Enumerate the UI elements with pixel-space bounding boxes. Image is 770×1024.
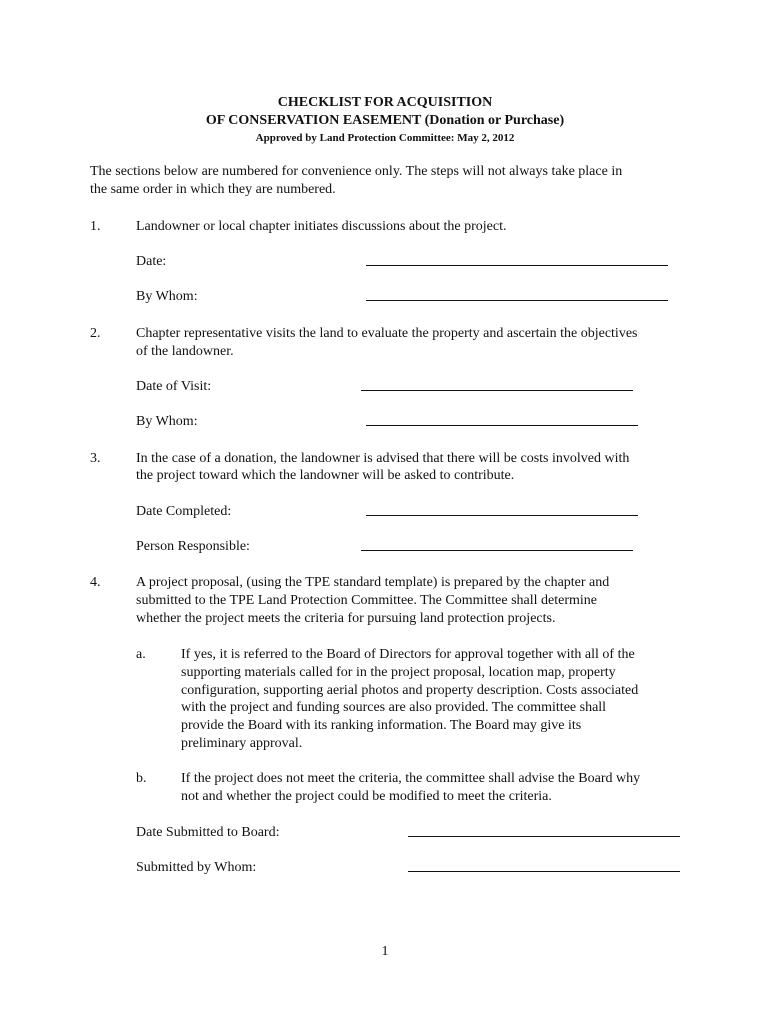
subitem-b-line-2: not and whether the project could be modified to meet the criteria. xyxy=(181,789,552,804)
subitem-a-line-3: configuration, supporting aerial photos and property description. Costs associated xyxy=(181,683,639,698)
item-1-text: Landowner or local chapter initiates discussions about the project. xyxy=(136,219,507,234)
subitem-b-line-1: If the project does not meet the criteria, the committee shall advise the Board why xyxy=(181,771,641,786)
subitem-a-line-4: with the project and funding sources are also provided. The committee shall xyxy=(181,700,607,715)
title-line-1: CHECKLIST FOR ACQUISITION xyxy=(277,95,493,110)
subitem-a-line-6: preliminary approval. xyxy=(181,736,303,751)
title-line-2: OF CONSERVATION EASEMENT (Donation or Purchase) xyxy=(205,113,565,128)
subitem-a-line-2: supporting materials called for in the project proposal, location map, property xyxy=(181,665,616,680)
item-2-number: 2. xyxy=(90,326,101,341)
field-label-submitted-by: Submitted by Whom: xyxy=(136,860,257,875)
intro-line-2: the same order in which they are numbered. xyxy=(90,182,336,197)
subitem-a-line-1: If yes, it is referred to the Board of Directors for approval together with all of the xyxy=(181,647,635,662)
field-label-by-whom-2: By Whom: xyxy=(136,414,198,429)
date-submitted-blank-line[interactable] xyxy=(408,836,680,837)
item-4-text-line-2: submitted to the TPE Land Protection Committee. The Committee shall determine xyxy=(136,593,598,608)
field-label-date-submitted: Date Submitted to Board: xyxy=(136,825,280,840)
subitem-a-letter: a. xyxy=(136,647,146,662)
by-whom-blank-line[interactable] xyxy=(366,300,668,301)
item-3-text-line-1: In the case of a donation, the landowner is advised that there will be costs involved with xyxy=(136,451,630,466)
date-blank-line[interactable] xyxy=(366,265,668,266)
field-label-by-whom: By Whom: xyxy=(136,289,198,304)
item-2-text-line-1: Chapter representative visits the land to evaluate the property and ascertain the objectives xyxy=(136,326,638,341)
item-3-text-line-2: the project toward which the landowner will be asked to contribute. xyxy=(136,468,515,483)
page-number: 1 xyxy=(381,944,389,959)
intro-line-1: The sections below are numbered for convenience only. The steps will not always take place in xyxy=(90,164,623,179)
approval-note: Approved by Land Protection Committee: May 2, 2012 xyxy=(255,132,515,144)
person-responsible-blank-line[interactable] xyxy=(361,550,633,551)
item-4-text-line-3: whether the project meets the criteria for pursuing land protection projects. xyxy=(136,611,556,626)
subitem-a-line-5: provide the Board with its ranking information. The Board may give its xyxy=(181,718,582,733)
submitted-by-blank-line[interactable] xyxy=(408,871,680,872)
date-completed-blank-line[interactable] xyxy=(366,515,638,516)
field-label-person-responsible: Person Responsible: xyxy=(136,539,250,554)
field-label-date-of-visit: Date of Visit: xyxy=(136,379,212,394)
field-label-date: Date: xyxy=(136,254,167,269)
field-label-date-completed: Date Completed: xyxy=(136,504,232,519)
item-3-number: 3. xyxy=(90,451,101,466)
date-of-visit-blank-line[interactable] xyxy=(361,390,633,391)
item-4-text-line-1: A project proposal, (using the TPE standard template) is prepared by the chapter and xyxy=(136,575,610,590)
item-1-number: 1. xyxy=(90,219,101,234)
item-4-number: 4. xyxy=(90,575,101,590)
item-2-text-line-2: of the landowner. xyxy=(136,344,234,359)
subitem-b-letter: b. xyxy=(136,771,147,786)
by-whom-2-blank-line[interactable] xyxy=(366,425,638,426)
